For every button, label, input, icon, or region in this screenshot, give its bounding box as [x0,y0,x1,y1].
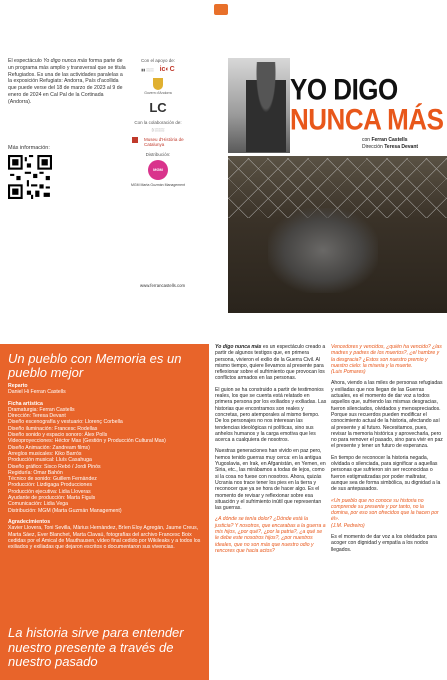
mgm-logo: MGM [148,160,168,180]
ficha-item: Videoproyecciones: Héctor Mas (Gestión y Producción Cultural Mas) [8,438,166,445]
band-heading-top: Un pueblo con Memoria es un pueblo mejor [8,351,182,380]
text-column-2 [215,344,327,559]
website-link[interactable]: www.ferrancastells.com [140,283,186,288]
sponsor-logo-3: ▯ ░░░░ [151,128,165,132]
ficha-item: Arreglos musicales: Kiko Barrós [8,450,82,457]
ficha-item: Diseño sonido y espacio sonoro: Àlex Polls [8,432,108,439]
col3-p2: Ahora, viendo a las miles de personas refugiadas y exiliadas que nos llegan de las Guerras actuales, es el momento de dar voz a todos aquellos que, sufriendo las mismas desgracias, fueron silenciados, olvidados y menospreciados. Porque sus recuerdos pueden modificar el conocimiento actual de la historia, afectando así al presente y al futuro. Necesitamos, pues, revisar la memoria histórica y aprovecharla, pero no para remover el pasado, sino para vivir en paz el presente y tener un futuro de esperanza. [331,380,443,450]
col3-quote2: «Un pueblo que no conoce su historia no comprende su presente y por tanto, no la domina, por eso son ofrecidos que la hacen por él». (J.M. Pedreiro) [331,497,439,529]
band-heading-bottom: La historia sirve para entender nuestro presente a través de nuestro pasado [8,625,184,669]
sponsor-logo-lc: LC [149,100,167,115]
credits [8,378,204,550]
museu-logo [132,137,138,143]
ficha-item: Técnico de sonido: Guillem Fernàndez [8,476,97,483]
ficha-item: Ayudante de producción: Marta Figuls [8,495,96,502]
support-label: Con el apoyo de: [140,58,176,63]
ficha-heading: Ficha artística [8,400,43,407]
intro-text [8,58,128,106]
reparto-heading: Reparto [8,383,28,389]
sponsors [118,58,198,187]
brand-logo [214,4,228,15]
col3-p5: Es el momento de dar voz a los olvidados para acoger con dignidad y empatía a los nodos llegados. [331,534,437,553]
bottom-section [0,344,447,680]
mgm-contact: MGM Marta Guzmán Management [130,183,186,187]
ficha-list [8,407,204,514]
qr-code[interactable] [8,155,52,199]
sponsor-logo-1: ▮▮ ░░░ [141,67,154,72]
col3-quote1: Vencedores y vencidos, ¿quién ha vencido? ¿las madres y padres de los muertos?, ¿el hambre y la desgracia? ¿Estos son nuestro premio y nuestro cielo: la miseria y la muerte. (Luis Pomares) [331,344,442,376]
intro-title: Yo digo nunca más [43,58,88,64]
ficha-item: Producción: Lizdigaga Producciones [8,482,92,489]
orange-panel [0,344,209,680]
more-info-label: Más información: [8,145,50,151]
sponsor-logo-2: ic◐C [159,66,175,73]
prisoners-shadow [268,208,378,293]
reparto-text: Daniel Hi Ferran Castells [8,389,66,396]
poster-credits: con Ferran Castells Dirección Teresa Devant [362,137,419,150]
collab-label: Con la colaboración de: [134,120,182,125]
col2-p3: Nuestras generaciones han vivido en paz pero, hemos tenido guerras muy cerca: en la antigua Yugoslavia, en Irak, en Afganistán, en Yemen, en Siria, etc., las mirábamos a todas de lejos, como si la cosa no fuese con nosotros. Ahora, quizás Ucrania nos trace tener los pies en la tierra y reconocer que ya se hora de hacer algo. Es el momento de revisar y reflexionar sobre esa situación y el sufrimiento inútil que representan las guerras. [215,448,326,512]
intro-pre: El espectáculo [8,58,44,64]
ficha-item: Comunicación: Lidia Vega [8,501,68,508]
col3-p3: En tiempo de reconocer la historia negada, olvidada o silenciada, para significar a aquellas personas que sufrieron sin ser reconocidas o fueron estigmatizadas por poder maltratar, aunque sea de forma simbólica, su dignidad a la de sus antepasados. [331,454,441,493]
ficha-item: Diseño iluminación: Francesc Rodellas [8,425,98,432]
poster-title-line2: NUNCA MÁS [290,102,444,137]
ficha-item: Regiduría: Omar Bahón [8,469,63,476]
agrad-text: Xavier Llovera, Toni Sevilla, Màrius Hernàndez, Bríen Eloy Agregán, Jaume Creus, Marta Sáez, Ever Blanchet, Marta Clavaú, fotografías del archivo Francesc Boix cedidas por el Amical de Mauthausen, vídeo final cedido por Wikileaks y a todos los exiliados y exiliadas que dejaron escritos o documentaron sus vivencias. [8,525,201,551]
distrib-label: Distribución: [145,152,171,157]
ficha-item: Producción ejecutiva: Lidia Lloveras [8,488,91,495]
intro-post: forma parte de un programa más amplio y transversal que se titula Refugiados. Es una de las actividades paralelas a la exposición Refugiats: Andorra, País d'acollida que puede verse del 18 de marzo de 2023 al 9 de enero de 2024 en Cal Pal de la Cortinada (Andorra). [8,58,126,105]
ficha-item: Diseño escenografía y vestuario: Llorenç Corbella [8,419,123,426]
col2-quote: ¿A dónde se tenía dolor? ¿Dónde está la justicia? Y nosotros, que encarabas a la guerra a mis hijos, ¿por qué?, ¿por la patria?, ¿a qué se le debe este nosotros hijos?, ¿por nuestros ideales, que no son más que nuestro odio y rencores que hacia actos? [215,516,326,554]
govern-andorra: Govern d'Andorra [144,78,172,95]
col2-p2: El guion se ha construido a partir de testimonios reales, los que se cuenta está relatado en primera persona por los exiliados y exiliadas. Las historias que encontramos son reales y concretas, pero atemporales al mismo tiempo. De los personajes no nos interesan las tendencias ideológicas ni políticas, sino sus anhelos humanos y la carga emotiva que les acerca a cualquiera de nosotros. [215,386,327,444]
ficha-item: Dirección: Teresa Devant [8,413,66,420]
man-figure [246,62,286,152]
ficha-item: Diseño gráfico: Sisco Rebó / Jordi Pinós [8,463,101,470]
poster-title-line1: YO DIGO [290,72,398,107]
poster [228,58,447,313]
ficha-item: Producción musical: Lluís Casahuga [8,457,92,464]
ficha-item: Distribución: MGM (Marta Guzmán Management) [8,507,122,514]
agrad-heading: Agradecimientos [8,518,51,525]
ficha-item: Diseño Animación: Zandream films) [8,444,90,451]
col2-p1: Yo digo nunca más es un espectáculo creado a partir de algunos testigos que, en primera persona, vivieron el exilio de la Guerra Civil. Al mismo tiempo, quiere llevarnos al presente para reflexionar sobre el sufrimiento que provocan los conflictos armados en las personas. [215,344,326,382]
museu-name: Museu d'Història de Catalunya [144,137,184,147]
ficha-item: Dramaturgia: Ferran Castells [8,406,75,413]
text-column-3 [331,344,443,558]
